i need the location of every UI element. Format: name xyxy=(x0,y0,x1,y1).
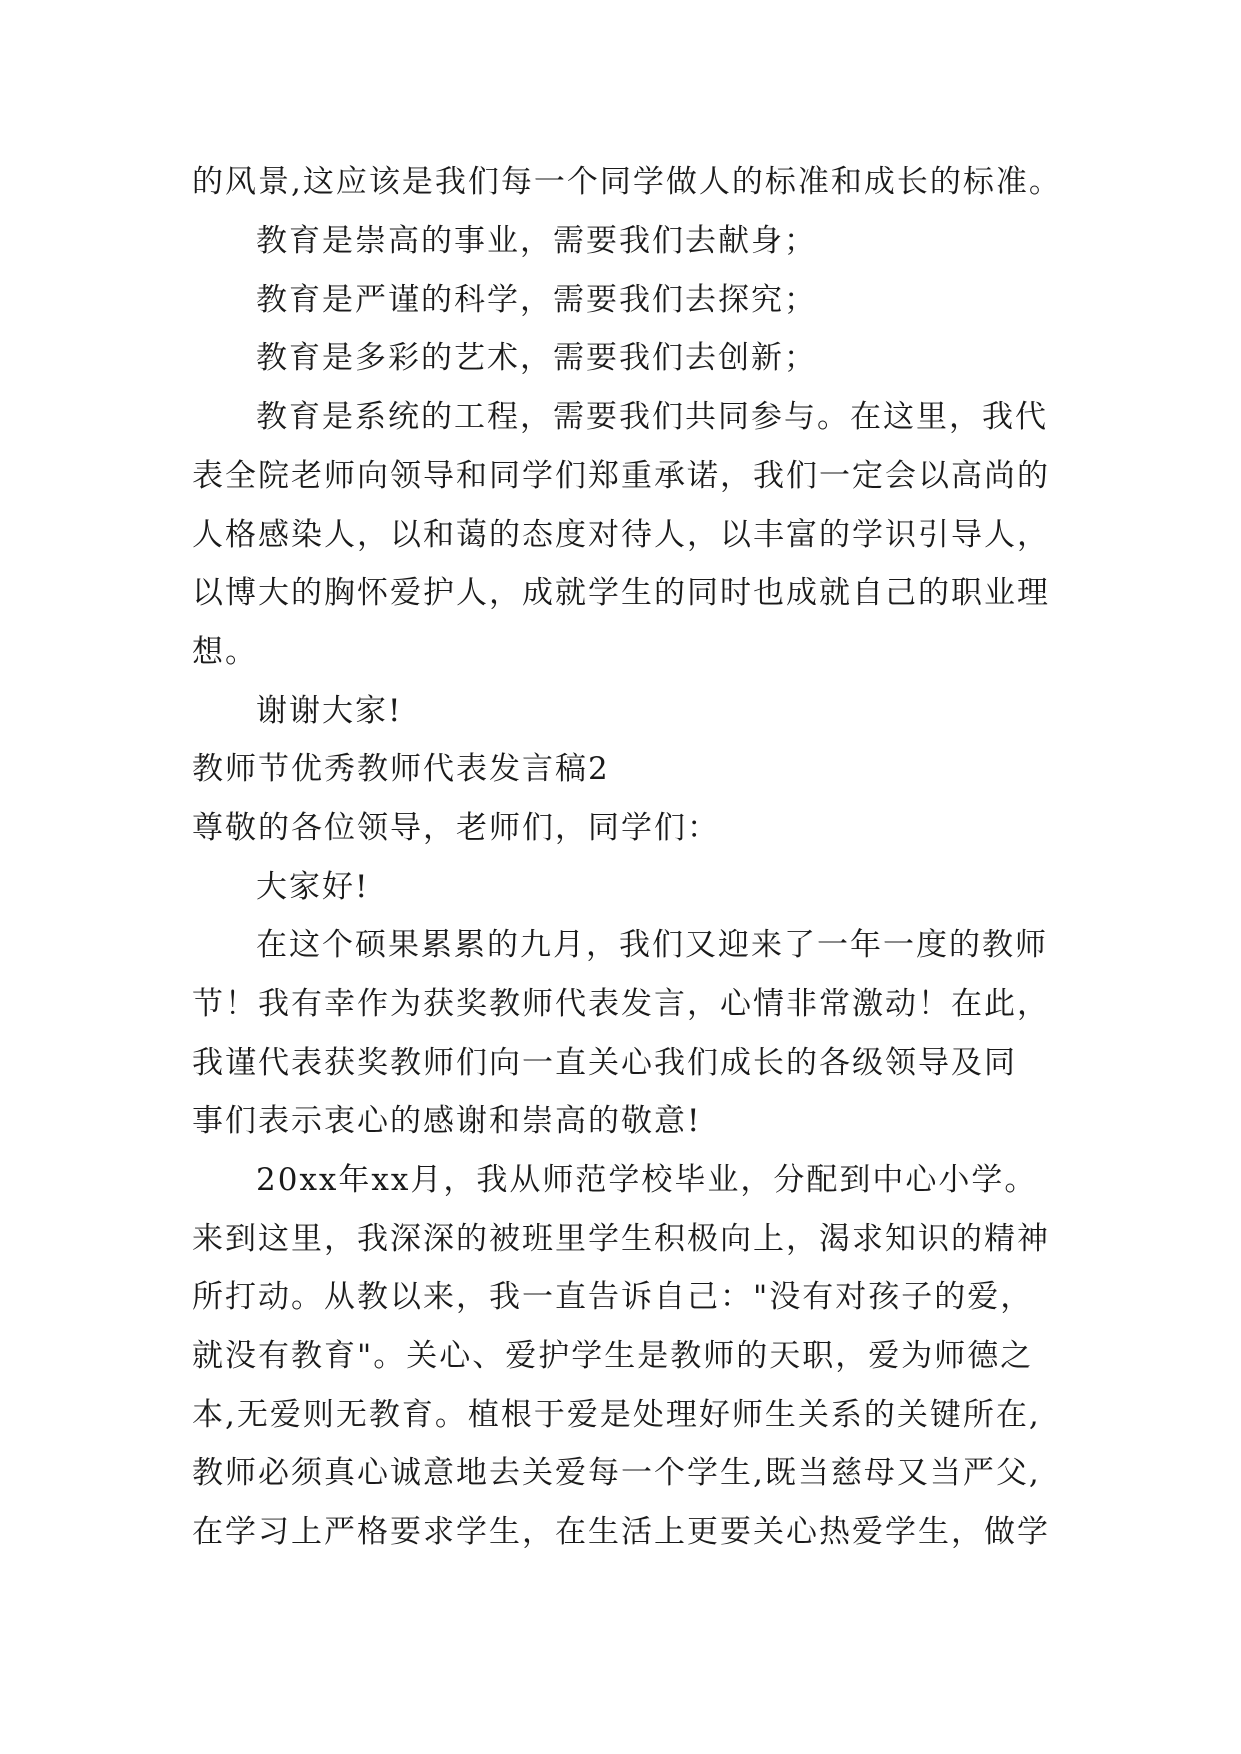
text-line: 以博大的胸怀爱护人，成就学生的同时也成就自己的职业理 xyxy=(192,575,1050,611)
text-line: 教育是系统的工程，需要我们共同参与。在这里，我代 xyxy=(256,399,1048,435)
text-line: 在这个硕果累累的九月，我们又迎来了一年一度的教师 xyxy=(256,927,1048,963)
text-line: 表全院老师向领导和同学们郑重承诺，我们一定会以高尚的 xyxy=(192,458,1050,494)
salutation: 尊敬的各位领导，老师们，同学们： xyxy=(192,810,720,846)
text-line: 事们表示衷心的感谢和崇高的敬意! xyxy=(192,1103,702,1139)
text-line: 本,无爱则无教育。植根于爱是处理好师生关系的关键所在, xyxy=(192,1397,1041,1433)
text-line: 在学习上严格要求学生，在生活上更要关心热爱学生，做学 xyxy=(192,1514,1050,1550)
text-line: 我谨代表获奖教师们向一直关心我们成长的各级领导及同 xyxy=(192,1045,1017,1081)
text-line: 就没有教育"。关心、爱护学生是教师的天职，爱为师德之 xyxy=(192,1338,1034,1374)
text-line: 教师必须真心诚意地去关爱每一个学生,既当慈母又当严父, xyxy=(192,1455,1041,1491)
text-line: 教育是崇高的事业，需要我们去献身； xyxy=(256,223,817,259)
text-line: 人格感染人，以和蔼的态度对待人，以丰富的学识引导人， xyxy=(192,517,1050,553)
text-line: 所打动。从教以来，我一直告诉自己："没有对孩子的爱， xyxy=(192,1279,1034,1315)
text-line: 的风景,这应该是我们每一个同学做人的标准和成长的标准。 xyxy=(192,164,1062,200)
text-line: 谢谢大家! xyxy=(256,693,403,729)
text-line: 教育是严谨的科学，需要我们去探究； xyxy=(256,282,817,318)
text-line: 教育是多彩的艺术，需要我们去创新； xyxy=(256,340,817,376)
text-line: 来到这里，我深深的被班里学生积极向上，渴求知识的精神 xyxy=(192,1221,1050,1257)
greeting: 大家好! xyxy=(256,869,370,905)
text-line: 节！我有幸作为获奖教师代表发言，心情非常激动！在此， xyxy=(192,986,1050,1022)
text-line: 20xx年xx月，我从师范学校毕业，分配到中心小学。 xyxy=(256,1162,1038,1198)
text-line: 想。 xyxy=(192,634,258,670)
section-title: 教师节优秀教师代表发言稿2 xyxy=(192,751,610,787)
